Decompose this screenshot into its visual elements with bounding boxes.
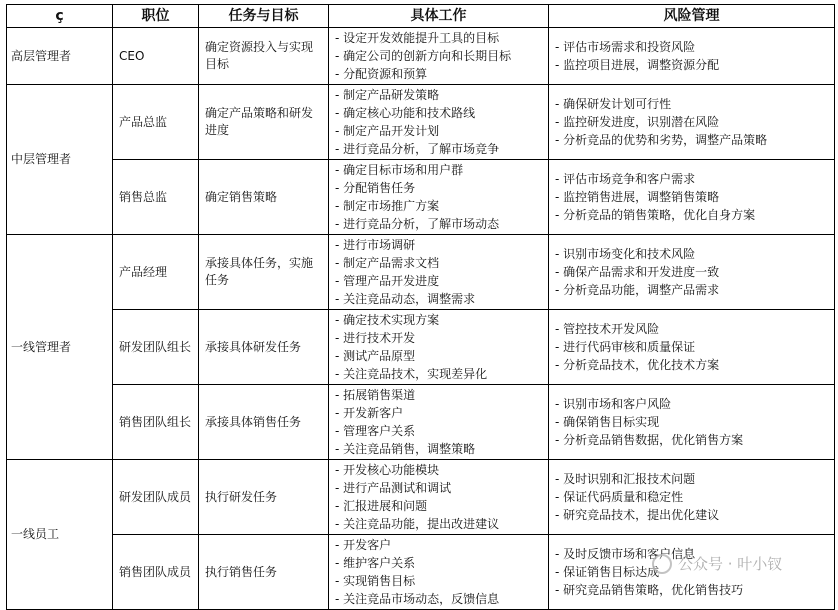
task-cell: 承接具体销售任务 bbox=[199, 385, 329, 460]
work-item: - 确定目标市场和用户群 bbox=[335, 163, 464, 177]
role-responsibility-table bbox=[6, 4, 835, 610]
risk-item: - 及时识别和汇报技术问题 bbox=[555, 472, 696, 486]
level-cell: 中层管理者 bbox=[7, 85, 113, 235]
task-cell: 承接具体任务，实施任务 bbox=[199, 235, 329, 310]
work-cell bbox=[329, 160, 549, 235]
table-row bbox=[7, 310, 835, 385]
task-cell: 承接具体研发任务 bbox=[199, 310, 329, 385]
risk-item: - 保证销售目标达成 bbox=[555, 565, 660, 579]
work-cell bbox=[329, 235, 549, 310]
task-cell: 确定产品策略和研发进度 bbox=[199, 85, 329, 160]
risk-cell bbox=[549, 385, 835, 460]
risk-cell bbox=[549, 310, 835, 385]
risk-item: - 分析竞品的优势和劣势，调整产品策略 bbox=[555, 133, 768, 147]
level-cell: 一线员工 bbox=[7, 460, 113, 610]
work-item: - 维护客户关系 bbox=[335, 556, 416, 570]
table-row bbox=[7, 385, 835, 460]
table-row bbox=[7, 160, 835, 235]
work-item: - 开发客户 bbox=[335, 538, 392, 552]
work-cell bbox=[329, 28, 549, 85]
work-item: - 确定技术实现方案 bbox=[335, 313, 440, 327]
work-item: - 测试产品原型 bbox=[335, 349, 416, 363]
position-cell: 产品经理 bbox=[113, 235, 199, 310]
table-row bbox=[7, 85, 835, 160]
work-item: - 分配销售任务 bbox=[335, 181, 416, 195]
work-cell bbox=[329, 385, 549, 460]
work-item: - 确定公司的创新方向和长期目标 bbox=[335, 49, 512, 63]
work-item: - 关注竞品动态，调整需求 bbox=[335, 292, 476, 306]
task-cell: 执行销售任务 bbox=[199, 535, 329, 610]
risk-item: - 确保销售目标实现 bbox=[555, 415, 660, 429]
table-row bbox=[7, 535, 835, 610]
risk-cell bbox=[549, 28, 835, 85]
position-cell: 产品总监 bbox=[113, 85, 199, 160]
risk-item: - 确保研发计划可行性 bbox=[555, 97, 672, 111]
work-item: - 关注竞品市场动态，反馈信息 bbox=[335, 592, 500, 606]
table-row bbox=[7, 28, 835, 85]
position-cell: 研发团队成员 bbox=[113, 460, 199, 535]
work-item: - 分配资源和预算 bbox=[335, 67, 428, 81]
work-item: - 制定产品研发策略 bbox=[335, 88, 440, 102]
risk-item: - 监控研发进度，识别潜在风险 bbox=[555, 115, 720, 129]
work-cell bbox=[329, 460, 549, 535]
risk-item: - 监控销售进展，调整销售策略 bbox=[555, 190, 720, 204]
work-item: - 开发核心功能模块 bbox=[335, 463, 440, 477]
risk-item: - 保证代码质量和稳定性 bbox=[555, 490, 684, 504]
risk-cell bbox=[549, 460, 835, 535]
header-work: 具体工作 bbox=[329, 5, 549, 28]
work-item: - 汇报进展和问题 bbox=[335, 499, 428, 513]
level-cell: 高层管理者 bbox=[7, 28, 113, 85]
work-item: - 进行竞品分析，了解市场竞争 bbox=[335, 142, 500, 156]
position-cell: CEO bbox=[113, 28, 199, 85]
work-item: - 设定开发效能提升工具的目标 bbox=[335, 31, 500, 45]
risk-item: - 研究竞品销售策略，优化销售技巧 bbox=[555, 583, 744, 597]
position-cell: 研发团队组长 bbox=[113, 310, 199, 385]
work-item: - 确定核心功能和技术路线 bbox=[335, 106, 476, 120]
task-cell: 执行研发任务 bbox=[199, 460, 329, 535]
risk-item: - 研究竞品技术，提出优化建议 bbox=[555, 508, 720, 522]
risk-item: - 评估市场竞争和客户需求 bbox=[555, 172, 696, 186]
risk-item: - 进行代码审核和质量保证 bbox=[555, 340, 696, 354]
risk-cell bbox=[549, 535, 835, 610]
risk-item: - 分析竞品销售数据，优化销售方案 bbox=[555, 433, 744, 447]
risk-item: - 识别市场变化和技术风险 bbox=[555, 247, 696, 261]
work-item: - 管理产品开发进度 bbox=[335, 274, 440, 288]
risk-item: - 分析竞品功能，调整产品需求 bbox=[555, 283, 720, 297]
work-item: - 关注竞品功能，提出改进建议 bbox=[335, 517, 500, 531]
risk-item: - 监控项目进展，调整资源分配 bbox=[555, 58, 720, 72]
level-cell: 一线管理者 bbox=[7, 235, 113, 460]
work-item: - 拓展销售渠道 bbox=[335, 388, 416, 402]
work-cell bbox=[329, 85, 549, 160]
work-item: - 制定产品需求文档 bbox=[335, 256, 440, 270]
risk-cell bbox=[549, 160, 835, 235]
header-level: ç bbox=[7, 5, 113, 28]
risk-item: - 评估市场需求和投资风险 bbox=[555, 40, 696, 54]
risk-item: - 管控技术开发风险 bbox=[555, 322, 660, 336]
header-task: 任务与目标 bbox=[199, 5, 329, 28]
work-item: - 开发新客户 bbox=[335, 406, 404, 420]
work-item: - 进行产品测试和调试 bbox=[335, 481, 452, 495]
work-item: - 进行市场调研 bbox=[335, 238, 416, 252]
work-cell bbox=[329, 310, 549, 385]
work-item: - 进行技术开发 bbox=[335, 331, 416, 345]
work-item: - 管理客户关系 bbox=[335, 424, 416, 438]
risk-item: - 分析竞品技术，优化技术方案 bbox=[555, 358, 720, 372]
risk-cell bbox=[549, 235, 835, 310]
risk-item: - 确保产品需求和开发进度一致 bbox=[555, 265, 720, 279]
table-row bbox=[7, 460, 835, 535]
header-risk: 风险管理 bbox=[549, 5, 835, 28]
work-item: - 进行竞品分析，了解市场动态 bbox=[335, 217, 500, 231]
risk-cell bbox=[549, 85, 835, 160]
work-item: - 关注竞品技术，实现差异化 bbox=[335, 367, 488, 381]
position-cell: 销售总监 bbox=[113, 160, 199, 235]
task-cell: 确定销售策略 bbox=[199, 160, 329, 235]
task-cell: 确定资源投入与实现目标 bbox=[199, 28, 329, 85]
work-item: - 制定产品开发计划 bbox=[335, 124, 440, 138]
risk-item: - 识别市场和客户风险 bbox=[555, 397, 672, 411]
work-item: - 实现销售目标 bbox=[335, 574, 416, 588]
watermark-text: 公众号 · 叶小钗 bbox=[678, 555, 783, 573]
table-header-row bbox=[7, 5, 835, 28]
position-cell: 销售团队组长 bbox=[113, 385, 199, 460]
header-position: 职位 bbox=[113, 5, 199, 28]
risk-item: - 分析竞品的销售策略，优化自身方案 bbox=[555, 208, 756, 222]
work-item: - 制定市场推广方案 bbox=[335, 199, 440, 213]
risk-item: - 及时反馈市场和客户信息 bbox=[555, 547, 696, 561]
position-cell: 销售团队成员 bbox=[113, 535, 199, 610]
work-cell bbox=[329, 535, 549, 610]
work-item: - 关注竞品销售，调整策略 bbox=[335, 442, 476, 456]
table-row bbox=[7, 235, 835, 310]
